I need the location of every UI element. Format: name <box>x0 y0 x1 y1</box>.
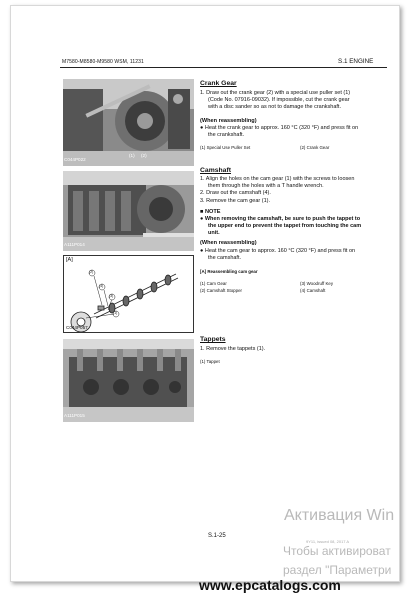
diagram-label: [A] <box>66 257 73 263</box>
header-models: M7580-M8580-M9580 WSM, 11231 <box>62 59 144 65</box>
header-section: S.1 ENGINE <box>338 58 374 65</box>
camshaft-photo <box>63 171 194 251</box>
camshaft-step3: 3. Remove the cam gear (1). <box>200 197 271 204</box>
camshaft-steps <box>200 176 354 205</box>
crank-gear-step1-line2: (Code No. 07916-09032). If impossible, cut the crank gear <box>208 97 350 104</box>
camshaft-title: Camshaft <box>200 167 231 174</box>
crank-gear-photo-code: C044P022 <box>64 157 86 162</box>
camshaft-note-line2: the upper end to prevent the tappet from touching the cam <box>208 223 362 230</box>
page-number: S.1-25 <box>208 533 226 539</box>
crank-gear-callout-2: (2) <box>141 153 147 158</box>
crank-gear-callout-1: (1) <box>129 153 135 158</box>
crank-gear-bullet-line1: Heat the crank gear to approx. 160 °C (320 °F) and press fit on <box>204 125 359 131</box>
diagram-code: C044P057 <box>66 325 88 330</box>
camshaft-legend-1: (1) Cam Gear <box>200 281 227 286</box>
camshaft-bullet-line2: the camshaft. <box>208 255 242 262</box>
diagram-callout-3: (3) <box>109 294 114 298</box>
crank-gear-step1-line1: 1. Draw out the crank gear (2) with a special use puller set (1) <box>200 90 351 96</box>
site-url[interactable]: www.epcatalogs.com <box>199 577 341 593</box>
crank-gear-step1-line3: with a disc sander so as not to damage the crankshaft. <box>208 104 341 111</box>
crank-gear-reassembling-bullet: ● Heat the crank gear to approx. 160 °C (320 °F) and press fit on the crankshaft. <box>200 125 359 139</box>
tappets-title: Tappets <box>200 336 226 343</box>
diagram-callout-4: (4) <box>99 284 104 288</box>
camshaft-reassembling-bullet: ● Heat the cam gear to approx. 160 °C (320 °F) and press fit on the camshaft. <box>200 248 356 262</box>
activation-watermark-line2: Чтобы активироват <box>283 544 391 558</box>
crank-gear-legend-1: (1) Special Use Puller Set <box>200 145 251 150</box>
activation-watermark-line3: раздел "Параметри <box>283 563 392 577</box>
camshaft-step2: 2. Draw out the camshaft (4). <box>200 190 271 197</box>
camshaft-note-line1: When removing the camshaft, be sure to push the tappet to <box>204 216 361 222</box>
crank-gear-title: Crank Gear <box>200 80 237 87</box>
header-rule <box>60 67 387 68</box>
crank-gear-bullet-line2: the crankshaft. <box>208 132 245 139</box>
camshaft-bullet-line1: Heat the cam gear to approx. 160 °C (320 °F) and press fit on <box>204 248 356 254</box>
camshaft-note-heading: ■ NOTE <box>200 209 221 215</box>
tappets-step1: 1. Remove the tappets (1). <box>200 346 266 352</box>
camshaft-note-line3: unit. <box>208 230 220 237</box>
tappets-photo-code: A111P015 <box>64 413 85 418</box>
camshaft-step1-line2: them through the holes with a T handle wrench. <box>208 183 324 190</box>
camshaft-note: ● When removing the camshaft, be sure to push the tappet to the upper end to prevent the tappet from touching the cam unit. <box>200 216 362 237</box>
footer-issue-ref: 9Y11, issued 08, 2017 A <box>306 539 350 544</box>
crank-gear-step1 <box>200 90 350 112</box>
camshaft-photo-code: A111P014 <box>64 242 85 247</box>
diagram-callout-1: (1) <box>113 311 118 315</box>
tappets-legend: (1) Tappet <box>200 359 220 364</box>
camshaft-legend-3: (3) Woodruff Key <box>300 281 334 286</box>
camshaft-reassembling-heading: (When reassembling) <box>200 240 257 246</box>
crank-gear-legend-2: (2) Crank Gear <box>300 145 330 150</box>
tappets-photo <box>63 339 194 422</box>
activation-watermark-line1: Активация Win <box>284 507 395 524</box>
cam-gear-diagram <box>63 255 194 333</box>
crank-gear-reassembling-heading: (When reassembling) <box>200 118 257 124</box>
camshaft-diagram-caption: [A] Reassembling cam gear <box>200 269 258 274</box>
diagram-callout-2: (2) <box>89 270 94 274</box>
camshaft-step1-line1: 1. Align the holes on the cam gear (1) with the screws to loosen <box>200 176 355 182</box>
camshaft-legend-4: (4) Camshaft <box>300 288 326 293</box>
camshaft-note-label: NOTE <box>204 209 221 215</box>
camshaft-legend-2: (2) Camshaft Stopper <box>200 288 242 293</box>
